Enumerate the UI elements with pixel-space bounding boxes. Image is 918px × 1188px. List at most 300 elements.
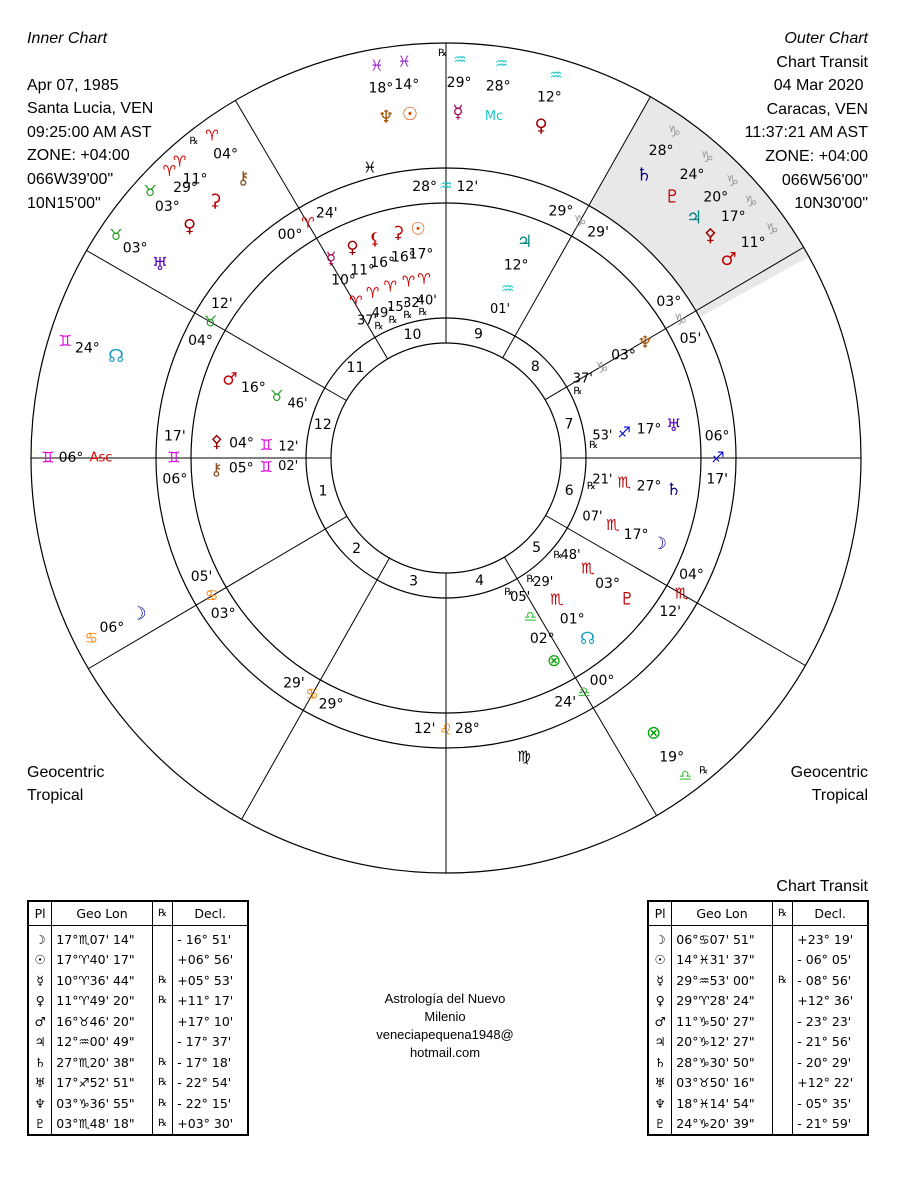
transit-planet-sign: ♑ <box>725 172 740 191</box>
cusp-sign: ♑ <box>573 211 587 230</box>
table-row <box>648 1073 868 1094</box>
natal-planet-degree: 03° <box>611 347 636 364</box>
table-row <box>28 926 248 950</box>
cusp-minute: 12' <box>211 295 233 312</box>
natal-planet-glyph: ♀ <box>346 237 359 258</box>
transit-planet-sign: ♈ <box>205 126 219 145</box>
credit-line-4: hotmail.com <box>409 1045 481 1060</box>
footer-right-line-1: Geocentric <box>790 764 868 781</box>
transit-planet-sign: ♓ <box>370 56 384 75</box>
house-number: 11 <box>346 360 365 377</box>
cell-decl: - 22° 54' <box>173 1073 248 1094</box>
natal-retrograde-mark: ℞ <box>388 314 398 326</box>
cell-decl: +12° 36' <box>793 991 868 1012</box>
natal-planet-glyph: ☉ <box>410 219 426 240</box>
cell-geo-lon: 29°♈28' 24" <box>672 991 772 1012</box>
cell-rx <box>772 991 793 1012</box>
cell-geo-lon: 12°♒00' 49" <box>52 1032 152 1053</box>
cell-decl: - 17° 37' <box>173 1032 248 1053</box>
cell-rx: ℞ <box>152 1093 173 1114</box>
natal-planet-glyph: ♅ <box>666 415 682 436</box>
cusp-minute: 24' <box>554 694 577 711</box>
house-number: 2 <box>352 540 362 557</box>
cell-decl: +12° 22' <box>793 1073 868 1094</box>
inner-planet-table <box>27 900 249 1136</box>
inner-latitude: 10N15'00" <box>27 194 101 212</box>
natal-planet-glyph: ☽ <box>651 534 667 555</box>
table-row <box>28 1114 248 1136</box>
cell-planet: ♃ <box>648 1032 672 1053</box>
cell-planet: ♆ <box>648 1093 672 1114</box>
transit-planet-sign-2: ♓ <box>397 52 412 71</box>
natal-planet-glyph: ⚸ <box>368 229 382 250</box>
cusp-degree: 06° <box>162 471 188 488</box>
cusp-minute: 17' <box>706 471 728 488</box>
outer-time: 11:37:21 AM AST <box>744 124 868 142</box>
cell-geo-lon: 11°♈49' 20" <box>52 991 152 1012</box>
transit-planet-glyph: ☊ <box>108 346 125 368</box>
cell-geo-lon: 03°♑36' 55" <box>52 1093 152 1114</box>
natal-planet-minute: 02' <box>278 458 299 474</box>
cusp-sign: ♈ <box>301 214 315 233</box>
transit-planet-degree: 18° <box>368 80 394 97</box>
natal-planet-degree: 17° <box>623 526 649 543</box>
transit-planet-glyph: ☽ <box>130 603 147 625</box>
transit-planet-sign: ♒ <box>494 54 509 73</box>
cusp-degree: 29° <box>548 203 574 220</box>
natal-planet-glyph: ♄ <box>666 480 682 501</box>
house-number: 1 <box>318 483 328 500</box>
cell-rx: ℞ <box>152 970 173 991</box>
cusp-sign: ♉ <box>203 312 218 331</box>
natal-retrograde-mark: ℞ <box>553 550 563 562</box>
cusp-degree: 29° <box>318 696 344 713</box>
cell-rx: ℞ <box>152 1114 173 1136</box>
cusp-degree: 06° <box>704 428 730 445</box>
cell-decl: - 17° 18' <box>173 1052 248 1073</box>
cusp-degree: 28° <box>454 721 480 738</box>
natal-planet-glyph: ⊗ <box>546 651 562 672</box>
natal-planet-minute: 53' <box>592 428 613 444</box>
house-number: 9 <box>474 326 483 343</box>
transit-planet-sign: ♉ <box>109 225 123 244</box>
cusp-minute: 05' <box>190 569 213 586</box>
house-number: 8 <box>530 359 540 376</box>
transit-retrograde-mark: ℞ <box>699 765 709 777</box>
natal-planet-sign: ♏ <box>550 590 564 609</box>
cell-geo-lon: 06°♋07' 51" <box>672 926 772 950</box>
transit-planet-degree: 19° <box>659 749 685 766</box>
transit-planet-glyph: ♃ <box>686 207 703 229</box>
natal-planet-degree: 17° <box>636 421 662 438</box>
transit-planet-glyph: ♇ <box>664 186 681 208</box>
natal-planet-degree: 16° <box>390 249 416 266</box>
cusp-degree: 03° <box>210 606 236 623</box>
natal-planet-sign: ♊ <box>259 457 273 476</box>
cell-rx <box>772 1032 793 1053</box>
cell-geo-lon: 17°♈40' 17" <box>52 950 152 971</box>
transit-planet-degree: 04° <box>213 146 238 163</box>
col-decl: Decl. <box>173 901 248 926</box>
cell-decl: - 16° 51' <box>173 926 248 950</box>
table-row <box>648 1032 868 1053</box>
cell-planet: ☽ <box>648 926 672 950</box>
transit-planet-glyph: Mc <box>484 108 504 124</box>
center-circle <box>331 343 561 573</box>
natal-retrograde-mark: ℞ <box>374 321 384 333</box>
cell-geo-lon: 27°♏20' 38" <box>52 1052 152 1073</box>
cell-rx <box>772 926 793 950</box>
cusp-sign: ♋ <box>305 685 319 704</box>
natal-planet-minute: 29' <box>533 575 554 591</box>
inner-date: Apr 07, 1985 <box>27 76 119 94</box>
transit-planet-glyph: ♀ <box>183 216 197 238</box>
cell-decl: - 23° 23' <box>793 1011 868 1032</box>
cusp-minute: 12' <box>659 604 681 621</box>
cell-planet: ♃ <box>28 1032 52 1053</box>
cusp-minute: 12' <box>456 178 479 195</box>
table-row <box>28 1032 248 1053</box>
cusp-degree: 03° <box>656 293 682 310</box>
col-geo-lon: Geo Lon <box>672 901 772 926</box>
natal-planet-minute: 37' <box>356 313 378 329</box>
transit-planet-glyph: ⚴ <box>703 225 717 247</box>
table-row <box>648 1114 868 1136</box>
cell-decl: - 06° 05' <box>793 950 868 971</box>
cell-rx <box>152 926 173 950</box>
footer-left-line-2: Tropical <box>27 787 84 804</box>
natal-planet-degree: 17° <box>408 246 434 263</box>
cell-geo-lon: 10°♈36' 44" <box>52 970 152 991</box>
cell-planet: ♀ <box>648 991 672 1012</box>
table-row <box>28 991 248 1012</box>
transit-planet-glyph-2: ☉ <box>401 103 419 125</box>
cell-planet: ♇ <box>648 1114 672 1136</box>
natal-planet-minute: 07' <box>582 509 603 525</box>
cell-planet: ♅ <box>648 1073 672 1094</box>
cell-decl: +23° 19' <box>793 926 868 950</box>
cell-decl: - 21° 59' <box>793 1114 868 1136</box>
natal-planet-sign: ♉ <box>270 386 284 405</box>
table-row <box>648 1052 868 1073</box>
transit-planet-degree-2: 29° <box>173 180 198 197</box>
table-row <box>28 1073 248 1094</box>
cell-planet: ♄ <box>28 1052 52 1073</box>
cell-rx <box>772 1073 793 1094</box>
table-row <box>648 991 868 1012</box>
transit-planet-glyph: ⚳ <box>208 190 222 212</box>
natal-planet-degree: 04° <box>229 435 254 452</box>
transit-planet-sign-2: ♈ <box>162 162 177 181</box>
natal-planet-sign: ♐ <box>617 423 631 442</box>
cell-planet: ☉ <box>648 950 672 971</box>
col-decl: Decl. <box>793 901 868 926</box>
natal-planet-glyph: ♆ <box>637 333 653 353</box>
cusp-sign: ♋ <box>204 586 219 605</box>
natal-planet-minute: 21' <box>592 472 613 488</box>
house-number: 7 <box>564 416 574 433</box>
transit-planet-degree: 03° <box>122 240 148 257</box>
natal-planet-degree: 11° <box>350 262 376 279</box>
natal-planet-degree: 16° <box>240 379 266 396</box>
natal-planet-sign: ♏ <box>606 515 620 534</box>
transit-planet-degree: 12° <box>536 89 562 106</box>
cell-planet: ♅ <box>28 1073 52 1094</box>
transit-planet-sign: ♈ <box>172 152 187 171</box>
inner-longitude: 066W39'00" <box>27 170 114 188</box>
cusp-sign: ♎ <box>577 682 591 701</box>
transit-planet-degree: 06° <box>99 620 125 637</box>
natal-planet-minute: 48' <box>560 547 581 563</box>
cusp-sign: ♐ <box>711 448 725 467</box>
cusp-degree: 28° <box>412 178 438 195</box>
natal-planet-glyph: ☊ <box>580 629 596 650</box>
transit-planet-sign: ♋ <box>84 629 99 648</box>
transit-planet-table <box>647 900 869 1136</box>
credit-line-1: Astrología del Nuevo <box>384 991 506 1006</box>
footer-left-line-1: Geocentric <box>27 764 105 781</box>
cell-rx <box>152 1032 173 1053</box>
cell-geo-lon: 18°♓14' 54" <box>672 1093 772 1114</box>
outer-longitude: 066W56'00" <box>781 171 868 189</box>
cell-planet: ☽ <box>28 926 52 950</box>
natal-planet-sign: ♊ <box>259 435 274 454</box>
natal-planet-sign: ♈ <box>401 272 416 291</box>
cell-planet: ♂ <box>28 1011 52 1032</box>
natal-retrograde-mark: ℞ <box>504 587 514 599</box>
credit <box>340 990 550 1062</box>
natal-retrograde-mark: ℞ <box>418 306 428 318</box>
natal-planet-minute: 01' <box>489 302 511 318</box>
cell-decl: +05° 53' <box>173 970 248 991</box>
table-row <box>648 950 868 971</box>
transit-planet-glyph: ⚷ <box>236 167 250 189</box>
table-row <box>28 1093 248 1114</box>
inner-place: Santa Lucia, VEN <box>27 100 154 118</box>
transit-planet-degree: 11° <box>182 171 208 188</box>
table-row <box>648 1011 868 1032</box>
cusp-minute: 29' <box>587 224 609 241</box>
table-row <box>28 1052 248 1073</box>
natal-planet-glyph: ⚳ <box>391 223 405 244</box>
natal-planet-sign: ♏ <box>617 473 631 492</box>
col-pl: Pl <box>648 901 672 926</box>
pisces-sign: ♓ <box>363 158 377 177</box>
cell-rx <box>772 950 793 971</box>
transit-planet-sign: ♉ <box>143 182 157 201</box>
outer-place: Caracas, VEN <box>766 100 868 118</box>
natal-planet-degree: 01° <box>559 611 585 628</box>
natal-planet-minute: 05' <box>510 590 531 606</box>
natal-planet-degree: 16° <box>370 255 396 272</box>
cell-geo-lon: 03°♉50' 16" <box>672 1073 772 1094</box>
cusp-minute: 29' <box>283 675 305 692</box>
outer-chart-heading: Outer Chart <box>784 30 868 47</box>
cell-decl: +11° 17' <box>173 991 248 1012</box>
cell-decl: +17° 10' <box>173 1011 248 1032</box>
transit-planet-sign: ♊ <box>41 448 55 467</box>
natal-planet-degree: 12° <box>503 257 529 274</box>
cell-decl: +06° 56' <box>173 950 248 971</box>
col-rx: ℞ <box>152 901 173 926</box>
footer-right-line-2: Tropical <box>811 787 868 804</box>
virgo-sign: ♍ <box>517 747 531 766</box>
natal-planet-minute: 12' <box>278 439 299 455</box>
natal-retrograde-mark: ℞ <box>573 385 583 397</box>
transit-planet-degree: 29° <box>446 75 472 92</box>
natal-planet-sign: ♑ <box>595 358 609 377</box>
transit-planet-degree: 17° <box>720 208 746 225</box>
cell-planet: ♀ <box>28 991 52 1012</box>
cusp-sign: ♑ <box>673 310 688 329</box>
transit-planet-sign: ♑ <box>700 148 714 167</box>
table-row <box>28 970 248 991</box>
house-number: 10 <box>403 326 422 343</box>
cusp-sign: ♌ <box>439 720 453 739</box>
transit-table-title: Chart Transit <box>776 878 868 895</box>
transit-planet-degree: 03° <box>154 199 180 216</box>
house-number: 6 <box>564 482 574 499</box>
cell-rx <box>772 1052 793 1073</box>
transit-planet-sign: ♒ <box>548 65 563 84</box>
transit-planet-sign: ♑ <box>744 192 758 211</box>
table-row <box>648 970 868 991</box>
natal-planet-minute: 49' <box>371 306 392 322</box>
cell-decl: - 22° 15' <box>173 1093 248 1114</box>
cell-geo-lon: 20°♑12' 27" <box>672 1032 772 1053</box>
cell-planet: ☿ <box>28 970 52 991</box>
table-row <box>648 1093 868 1114</box>
natal-planet-degree: 10° <box>331 272 356 289</box>
transit-planet-sign: ♑ <box>667 122 682 141</box>
cell-geo-lon: 29°♒53' 00" <box>672 970 772 991</box>
natal-planet-glyph: ♂ <box>222 369 238 390</box>
natal-planet-degree: 27° <box>636 478 662 495</box>
natal-planet-sign: ♏ <box>581 559 595 578</box>
cell-rx: ℞ <box>152 1073 173 1094</box>
table-row <box>28 950 248 971</box>
natal-planet-glyph: ⚷ <box>210 460 223 481</box>
natal-retrograde-mark: ℞ <box>403 310 413 322</box>
cell-geo-lon: 14°♓31' 37" <box>672 950 772 971</box>
footer-left <box>27 761 104 807</box>
credit-line-3: veneciapequena1948@ <box>376 1027 514 1042</box>
cusp-minute: 05' <box>679 330 702 347</box>
natal-planet-minute: 46' <box>287 396 308 412</box>
transit-planet-sign: ♒ <box>453 50 467 69</box>
transit-planet-sign: ♊ <box>58 332 73 351</box>
transit-planet-degree: 11° <box>740 234 766 251</box>
transit-planet-degree: 28° <box>485 78 511 95</box>
natal-planet-glyph: ♃ <box>517 231 533 252</box>
cell-rx: ℞ <box>152 991 173 1012</box>
cusp-minute: 24' <box>315 205 338 222</box>
transit-planet-degree: 28° <box>648 142 674 159</box>
cell-planet: ♄ <box>648 1052 672 1073</box>
col-geo-lon: Geo Lon <box>52 901 152 926</box>
cell-planet: ♇ <box>28 1114 52 1136</box>
house-number: 5 <box>532 539 542 556</box>
cell-rx <box>152 950 173 971</box>
inner-chart-heading: Inner Chart <box>27 30 108 47</box>
transit-planet-glyph: Asc <box>89 450 113 466</box>
cusp-sign: ♏ <box>674 584 689 603</box>
cell-planet: ♆ <box>28 1093 52 1114</box>
cell-decl: - 20° 29' <box>793 1052 868 1073</box>
natal-retrograde-mark: ℞ <box>586 481 596 493</box>
cell-planet: ♂ <box>648 1011 672 1032</box>
cell-geo-lon: 17°♏07' 14" <box>52 926 152 950</box>
transit-planet-glyph: ♅ <box>151 254 169 276</box>
natal-planet-degree: 05° <box>228 460 254 477</box>
table-header <box>648 901 868 926</box>
cell-rx <box>152 1011 173 1032</box>
cell-decl: - 05° 35' <box>793 1093 868 1114</box>
natal-retrograde-mark: ℞ <box>588 440 598 452</box>
footer-right <box>791 761 868 807</box>
inner-time: 09:25:00 AM AST <box>27 123 152 141</box>
transit-planet-degree: 24° <box>74 340 100 357</box>
transit-planet-degree-2: 14° <box>394 77 420 94</box>
cusp-sign: ♒ <box>439 176 453 195</box>
natal-planet-sign: ♈ <box>383 277 398 296</box>
transit-retrograde-mark: ℞ <box>189 136 199 148</box>
transit-retrograde-mark: ℞ <box>437 48 447 60</box>
outer-zone: ZONE: +04:00 <box>765 147 868 165</box>
transit-planet-glyph: ♀ <box>534 115 548 137</box>
cell-decl: - 08° 56' <box>793 970 868 991</box>
transit-planet-glyph: ⊗ <box>646 722 662 744</box>
transit-planet-glyph: ☿ <box>452 102 464 124</box>
natal-planet-sign: ♒ <box>500 279 515 298</box>
outer-latitude: 10N30'00" <box>794 195 868 213</box>
cell-rx: ℞ <box>772 970 793 991</box>
natal-planet-minute: 37' <box>572 371 593 387</box>
transit-planet-degree: 24° <box>679 166 705 183</box>
cell-geo-lon: 16°♉46' 20" <box>52 1011 152 1032</box>
transit-planet-glyph: ♆ <box>378 107 395 129</box>
natal-planet-minute: 32' <box>403 295 424 311</box>
cell-rx <box>772 1114 793 1136</box>
natal-planet-minute: 40' <box>416 293 437 309</box>
cell-rx <box>772 1093 793 1114</box>
house-number: 4 <box>475 573 484 590</box>
natal-planet-minute: 15' <box>387 300 408 316</box>
transit-planet-degree: 06° <box>58 450 84 466</box>
transit-planet-sign: ♎ <box>678 766 693 785</box>
natal-retrograde-mark: ℞ <box>526 574 536 586</box>
outer-date: 04 Mar 2020 <box>773 77 868 95</box>
table-row <box>28 1011 248 1032</box>
natal-planet-degree: 02° <box>529 631 555 648</box>
cell-geo-lon: 24°♑20' 39" <box>672 1114 772 1136</box>
transit-planet-sign: ♑ <box>765 220 779 239</box>
cell-rx: ℞ <box>152 1052 173 1073</box>
cusp-minute: 17' <box>164 428 186 445</box>
col-pl: Pl <box>28 901 52 926</box>
cusp-degree: 04° <box>679 567 704 584</box>
cell-decl: - 21° 56' <box>793 1032 868 1053</box>
natal-planet-glyph: ⚴ <box>210 431 223 452</box>
natal-planet-degree: 03° <box>595 576 620 593</box>
cell-decl: +03° 30' <box>173 1114 248 1136</box>
transit-planet-degree: 20° <box>703 189 729 206</box>
natal-planet-glyph: ☿ <box>325 248 337 269</box>
natal-planet-sign: ♈ <box>349 292 363 311</box>
cusp-degree: 04° <box>188 332 213 349</box>
inner-zone: ZONE: +04:00 <box>27 147 130 165</box>
house-number: 12 <box>313 417 332 434</box>
